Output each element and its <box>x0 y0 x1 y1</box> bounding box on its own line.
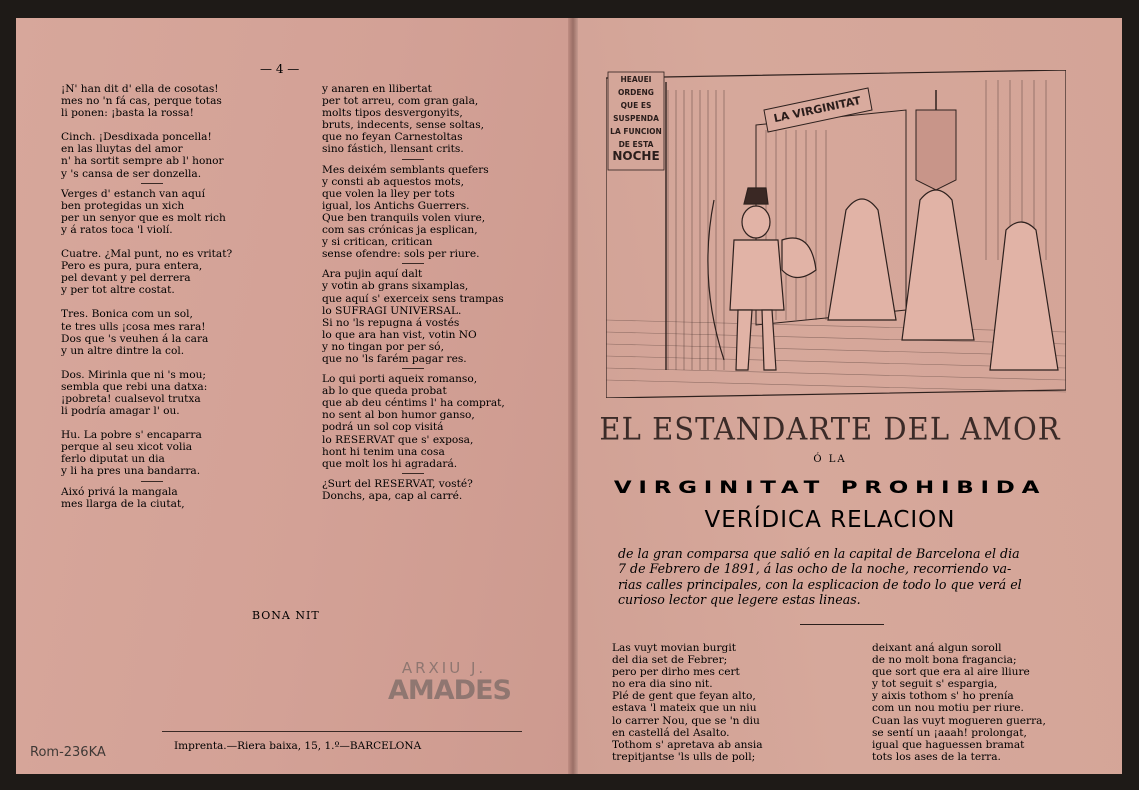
right-verse-column-1 <box>612 642 852 763</box>
verse-line: Aixó privá la mangala <box>61 485 178 498</box>
verse-line: ab lo que queda probat <box>322 385 447 398</box>
verse-line: pel devant y pel derrera <box>61 272 191 285</box>
verse-line: Tres. Bonica com un sol, <box>61 308 193 321</box>
verse-line: en castellá del Asalto. <box>612 726 730 739</box>
main-title: EL ESTANDARTE DEL AMOR <box>599 411 1061 447</box>
verse-line: igual, los Antichs Guerrers. <box>322 199 470 212</box>
stanza-gap <box>61 296 301 308</box>
verse-line: y li ha pres una bandarra. <box>61 465 201 478</box>
verse-line: que volen la lley per tots <box>322 187 455 200</box>
stanza-divider <box>141 481 163 482</box>
verse-line: lo SUFRAGI UNIVERSAL. <box>322 304 462 317</box>
intro-line: 7 de Febrero de 1891, á las ocho de la noche, recorriendo va- <box>618 561 1012 577</box>
left-verse-column-1 <box>61 83 301 510</box>
verse-line: Hu. La pobre s' encaparra <box>61 429 202 442</box>
verse-line: y no tingan por per só, <box>322 340 444 353</box>
verse-line: ¡N' han dit d' ella de cosotas! <box>61 83 219 95</box>
archive-stamp <box>388 659 511 710</box>
verse-line: perque al seu xicot volia <box>61 441 193 454</box>
verse-line: trepitjantse 'ls ulls de poll; <box>612 750 756 763</box>
verse-line: Cuatre. ¿Mal punt, no es vritat? <box>61 248 233 261</box>
stanza-gap <box>61 236 301 248</box>
verse-line: n' ha sortit sempre ab l' honor <box>61 155 224 168</box>
verse-line: y un altre dintre la col. <box>61 344 185 357</box>
stanza-gap <box>61 119 301 131</box>
verse-line: ¡pobreta! cualsevol trutxa <box>61 392 201 405</box>
verse-line: com sas crónicas ja esplican, <box>322 224 478 237</box>
verse-line: molts tipos desvergonyits, <box>322 107 463 120</box>
stanza-gap <box>61 357 301 369</box>
poster-text-line: HEAUEI <box>620 75 652 84</box>
verse-line: podrá un sol cop visitá <box>322 421 444 434</box>
poster-text-line: DE ESTA <box>618 140 654 149</box>
verse-line: en las lluytas del amor <box>61 143 183 156</box>
title-conjunction: Ó LA <box>813 454 847 465</box>
verse-line: Las vuyt movian burgit <box>612 642 736 654</box>
verse-line: de no molt bona fragancia; <box>872 654 1017 667</box>
verse-line: estava 'l mateix que un niu <box>612 702 757 715</box>
verse-line: lo RESERVAT que s' exposa, <box>322 433 474 446</box>
verse-line: que no 'ls farém pagar res. <box>322 352 467 365</box>
subtitle: VIRGINITAT PROHIBIDA <box>613 478 1047 498</box>
heading: VERÍDICA RELACION <box>704 507 956 533</box>
poster-text-line: NOCHE <box>612 149 660 163</box>
verse-line: Ara pujin aquí dalt <box>322 268 423 281</box>
verse-line: lo carrer Nou, que se 'n diu <box>612 714 760 727</box>
verse-line: y 's cansa de ser donzella. <box>61 167 202 180</box>
verse-line: y si critican, critican <box>322 236 433 249</box>
verse-line: Verges d' estanch van aquí <box>61 187 205 200</box>
section-separator <box>800 624 884 625</box>
printer-imprint: Imprenta.—Riera baixa, 15, 1.º—BARCELONA <box>174 740 422 752</box>
verse-line: Donchs, apa, cap al carré. <box>322 489 463 502</box>
verse-line: que aquí s' exerceix sens trampas <box>322 292 504 305</box>
intro-line: curioso lector que legere estas lineas. <box>618 592 861 608</box>
verse-line: y tot seguit s' espargia, <box>872 678 998 691</box>
verse-line: Plé de gent que feyan alto, <box>612 690 756 703</box>
verse-line: bruts, indecents, sense soltas, <box>322 119 484 132</box>
verse-line: te tres ulls ¡cosa mes rara! <box>61 320 206 333</box>
verse-line: ¿Surt del RESERVAT, vosté? <box>322 477 473 490</box>
verse-line: tots los ases de la terra. <box>872 750 1001 763</box>
poster-text-line: LA FUNCION <box>610 127 662 136</box>
verse-line: que no feyan Carnestoltas <box>322 131 463 144</box>
verse-line: y anaren en llibertat <box>322 83 432 95</box>
verse-line: Cuan las vuyt mogueren guerra, <box>872 714 1046 727</box>
poster-text-line: SUSPENDA <box>613 114 659 123</box>
stamp-line-2: AMADES <box>388 675 511 706</box>
verse-line: y consti ab aquestos mots, <box>322 175 464 188</box>
poster-text-line: ORDENG <box>618 88 654 97</box>
stanza-divider <box>402 368 424 369</box>
intro-line: de la gran comparsa que salió en la capital de Barcelona el dia <box>618 546 1020 561</box>
poster-text-line: QUE ES <box>620 101 652 110</box>
center-fold <box>568 18 578 774</box>
verse-line: sense ofendre: sols per riure. <box>322 248 480 261</box>
closing-line: BONA NIT <box>252 609 320 622</box>
verse-line: li podría amagar l' ou. <box>61 405 180 418</box>
verse-line: que sort que era al aire lliure <box>872 666 1030 679</box>
verse-line: Pero es pura, pura entera, <box>61 260 203 273</box>
verse-line: que ab deu céntims l' ha comprat, <box>322 397 505 410</box>
verse-line: Dos. Mirinla que ni 's mou; <box>61 368 206 381</box>
verse-line: mes llarga de la ciutat, <box>61 497 185 510</box>
verse-line: Dos que 's veuhen á la cara <box>61 332 209 345</box>
verse-line: y á ratos toca 'l violí. <box>61 223 173 236</box>
verse-line: se sentí un ¡aaah! prolongat, <box>872 726 1027 739</box>
verse-line: com un nou motiu per riure. <box>872 702 1024 715</box>
verse-line: y per tot altre costat. <box>61 284 175 297</box>
banner-text: LA VIRGINITAT <box>772 94 862 126</box>
imprint-rule <box>162 731 522 732</box>
verse-line: li ponen: ¡basta la rossa! <box>61 107 194 120</box>
verse-line: no sent al bon humor ganso, <box>322 409 475 422</box>
engraving-illustration <box>606 70 1066 398</box>
verse-line: del dia set de Febrer; <box>612 654 728 667</box>
verse-line: per un senyor que es molt rich <box>61 211 226 224</box>
verse-line: sino fástich, llensant crits. <box>322 143 464 156</box>
verse-line: mes no 'n fá cas, perque totas <box>61 95 222 108</box>
stamp-line-1: ARXIU J. <box>401 659 487 677</box>
page-number: — 4 — <box>260 62 300 76</box>
verse-line: que molt los hi agradará. <box>322 457 458 470</box>
verse-line: pero per dirho mes cert <box>612 666 740 679</box>
verse-line: lo que ara han vist, votin NO <box>322 328 477 341</box>
verse-line: Si no 'ls repugna á vostés <box>322 316 460 329</box>
stanza-gap <box>61 417 301 429</box>
verse-line: igual que haguessen bramat <box>872 738 1025 751</box>
stanza-divider <box>402 263 424 264</box>
intro-paragraph <box>618 546 1070 608</box>
verse-line: no era dia sino nit. <box>612 678 713 691</box>
verse-line: deixant aná algun soroll <box>872 642 1002 654</box>
stanza-divider <box>141 183 163 184</box>
handwritten-shelfmark: Rom-236KA <box>30 745 106 760</box>
left-verse-column-2 <box>322 83 562 502</box>
right-verse-column-2 <box>872 642 1072 763</box>
verse-line: y aixis tothom s' ho prenía <box>872 690 1014 703</box>
verse-line: ferlo diputat un dia <box>61 453 165 466</box>
verse-line: ben protegidas un xich <box>61 199 185 212</box>
verse-line: Tothom s' apretava ab ansia <box>612 738 763 751</box>
stanza-divider <box>402 473 424 474</box>
verse-line: hont hi tenim una cosa <box>322 445 445 458</box>
verse-line: per tot arreu, com gran gala, <box>322 95 479 108</box>
verse-line: Lo qui porti aqueix romanso, <box>322 373 478 386</box>
verse-line: Cinch. ¡Desdixada poncella! <box>61 131 212 144</box>
stanza-divider <box>402 159 424 160</box>
verse-line: Mes deixém semblants quefers <box>322 163 489 176</box>
verse-line: sembla que rebi una datxa: <box>61 380 208 393</box>
intro-line: rias calles principales, con la esplicacion de todo lo que verá el <box>618 576 1022 592</box>
verse-line: y votin ab grans sixamplas, <box>322 280 469 293</box>
verse-line: Que ben tranquils volen viure, <box>322 211 486 224</box>
